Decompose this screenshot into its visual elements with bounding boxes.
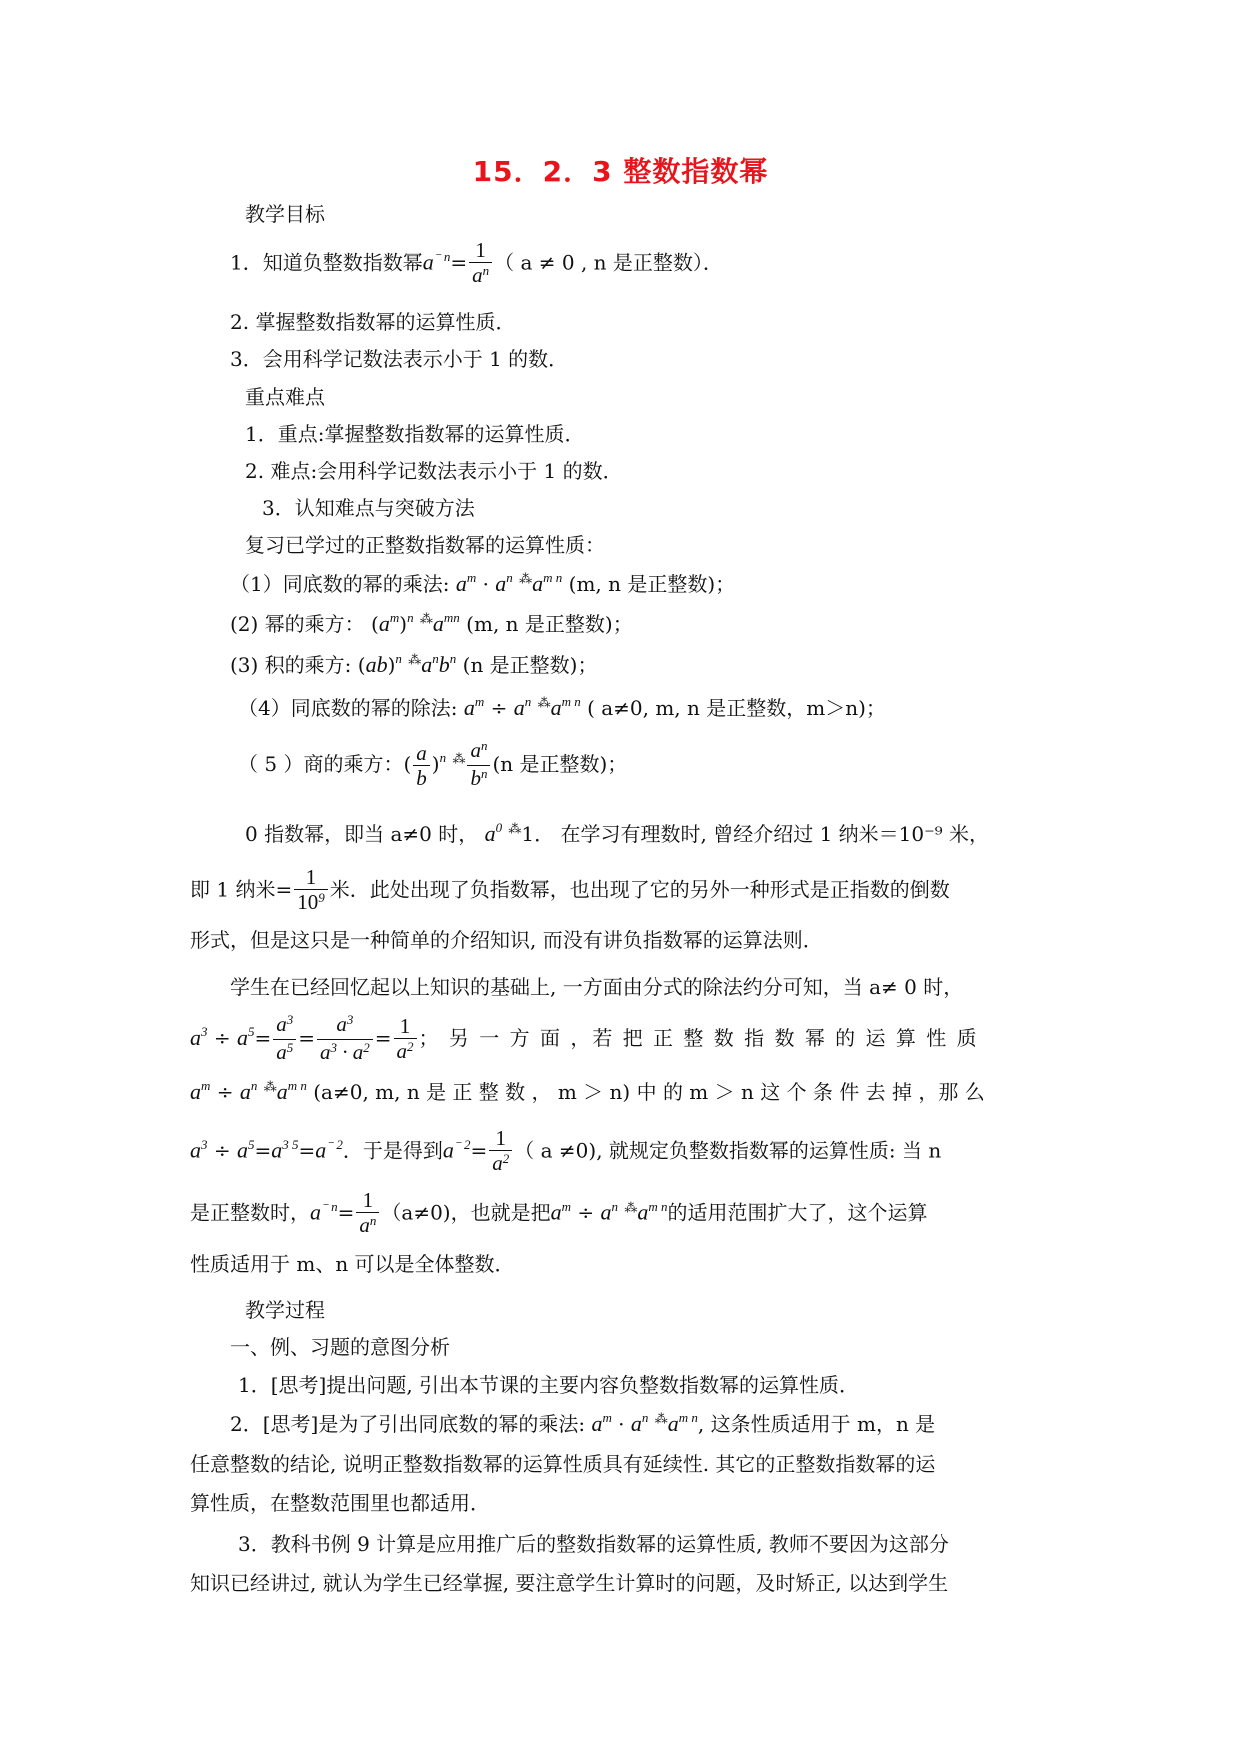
property-4: （4）同底数的幂的除法: $a^m \div a^n$ $^⁂a^{m n}$ ( a≠0, m, n 是正整数，m＞n)； [238, 694, 886, 720]
zero-exponent-text: 0 指数幂，即当 a≠0 时， [245, 822, 479, 846]
fraction-a-over-b: $\frac{a}{b}$ [413, 741, 430, 790]
section-heading-key: 重点难点 [245, 385, 325, 409]
property-2: (2) 幂的乘方： $(a^m)^n$ $^⁂a^{mn}$ (m, n 是正整数)； [230, 610, 633, 636]
form-line: 形式，但是这只是一种简单的介绍知识, 而没有讲负指数幂的运算法则． [190, 928, 823, 952]
zero-exponent-continuation: 1． 在学习有理数时, 曾经介绍过 1 纳米＝10⁻⁹ 米， [521, 822, 990, 846]
key-point-1: 1．重点:掌握整数指数幂的运算性质． [245, 422, 585, 446]
nanometer-line [190, 865, 950, 917]
property-1-condition: (m, n 是正整数)； [568, 572, 736, 596]
section-heading-goals: 教学目标 [245, 202, 325, 226]
key-point-3: 3．认知难点与突破方法 [262, 496, 475, 520]
condition-line: $a^m \div a^n$ $^⁂a^{m n}$ (a≠0, m, n 是 正 整 数 ， m ＞ n) 中 的 m ＞ n 这 个 条 件 去 掉 ，那 么 [190, 1078, 985, 1104]
fraction-one-over-a2: $\frac{1}{a^2}$ [394, 1014, 417, 1066]
nanometer-text: 即 1 纳米= [190, 877, 293, 902]
goal-3: 3．会用科学记数法表示小于 1 的数． [230, 347, 569, 371]
goal-2: 2. 掌握整数指数幂的运算性质． [230, 310, 516, 334]
property-4-condition: ( a≠0, m, n 是正整数，m＞n)； [587, 696, 886, 720]
property-3-label: (3) 积的乘方: [230, 653, 352, 677]
analysis-item-2-line-3: 算性质，在整数范围里也都适用． [190, 1491, 490, 1515]
fraction-a3-over-a3a2: $\frac{a^3}{a^3 \cdot a^2}$ [317, 1012, 373, 1067]
nanometer-continuation: 米．此处出现了负指数幂，也出现了它的另外一种形式是正指数的倒数 [329, 877, 950, 902]
fraction-a3-over-a5: $\frac{a^3}{a^5}$ [273, 1012, 296, 1067]
section-heading-process: 教学过程 [245, 1298, 325, 1322]
goal-1: 1．知道负整数指数幂$a^{^- n}=$ $\frac{1}{a^n}$ （ a ≠ 0 , n 是正整数）． [230, 238, 723, 290]
property-2-condition: (m, n 是正整数)； [466, 612, 633, 636]
zero-exponent-line: 0 指数幂，即当 a≠0 时， $a^0$ ⁂1． 在学习有理数时, 曾经介绍过 1 纳米＝10⁻⁹ 米， [245, 820, 990, 846]
rule-line-continuation: 的适用范围扩大了，这个运算 [667, 1200, 928, 1225]
analysis-heading: 一、例、习题的意图分析 [230, 1335, 450, 1359]
analysis-item-1: 1．[思考]提出问题, 引出本节课的主要内容负整数指数幂的运算性质． [238, 1373, 860, 1397]
calc-line-text: ； 另 一 方 面 ，若 把 正 整 数 指 数 幂 的 运 算 性 质 [418, 1026, 979, 1050]
goal-1-text: 1．知道负整数指数幂 [230, 250, 423, 275]
property-2-label: (2) 幂的乘方： [230, 612, 365, 636]
analysis-item-3: 3．教科书例 9 计算是应用推广后的整数指数幂的运算性质, 教师不要因为这部分 [238, 1532, 949, 1556]
property-5-condition: (n 是正整数)； [492, 752, 628, 776]
analysis-item-2-continuation: , 这条性质适用于 m，n 是 [697, 1412, 936, 1436]
rule-line-middle: （a≠0)，也就是把 [381, 1200, 551, 1225]
analysis-item-2-text: 2．[思考]是为了引出同底数的幂的乘法: [230, 1412, 586, 1436]
key-point-2: 2. 难点:会用科学记数法表示小于 1 的数． [245, 459, 623, 483]
analysis-item-2-line-2: 任意整数的结论, 说明正整数指数幂的运算性质具有延续性. 其它的正整数指数幂的运 [190, 1452, 936, 1476]
obtain-line-continuation: （ a ≠0), 就规定负整数指数幂的运算性质: 当 n [514, 1138, 942, 1163]
goal-1-condition: （ a ≠ 0 , n 是正整数）． [494, 250, 723, 275]
property-3: (3) 积的乘方: (ab)$^n$ $^⁂a^nb^n$ (n 是正整数)； [230, 651, 598, 677]
student-line: 学生在已经回忆起以上知识的基础上, 一方面由分式的除法约分可知，当 a≠ 0 时， [230, 975, 964, 999]
property-3-condition: (n 是正整数)； [462, 653, 598, 677]
fraction-one-over-an-b: $\frac{1}{a^n}$ [356, 1188, 379, 1240]
property-1: （1）同底数的幂的乘法: $a^m \cdot a^n$ $^⁂a^{m n}$ (m, n 是正整数)； [230, 570, 736, 596]
rule-line: 是正整数时，$a^{^- n}=$ $\frac{1}{a^n}$ （a≠0)，也就是把$a^m \div a^n$ $^⁂a^{m n}$的适用范围扩大了，这个运算 [190, 1188, 927, 1240]
property-4-label: （4）同底数的幂的除法: [238, 696, 458, 720]
fraction-one-over-a2-b: $\frac{1}{a^2}$ [489, 1126, 512, 1178]
fraction-one-over-ten-nine: $\frac{1}{10^9}$ [294, 865, 328, 917]
analysis-item-2: 2．[思考]是为了引出同底数的幂的乘法: $a^m \cdot a^n$ $^⁂a^{m n}$, 这条性质适用于 m，n 是 [230, 1410, 936, 1436]
property-5: （ 5 ）商的乘方：( $\frac{a}{b}$ )$^n$ ⁂ $\frac{a^n}{b^n}$ (n 是正整数)； [238, 738, 627, 793]
formula-exp: ⁻ n [433, 248, 451, 264]
review-intro: 复习已学过的正整数指数幂的运算性质： [245, 533, 605, 557]
obtain-line-text: ．于是得到 [342, 1138, 443, 1163]
obtain-line: $a^3 \div a^5=a^{3 5}=a^{^- 2}$．于是得到$a^{^- 2}=$ $\frac{1}{a^2}$ （ a ≠0), 就规定负整数指数幂的运算性质: 当 n [190, 1126, 941, 1178]
rule-line-text: 是正整数时， [190, 1200, 310, 1225]
property-1-label: （1）同底数的幂的乘法: [230, 572, 450, 596]
fraction-one-over-an: $\frac{1}{a^n}$ [469, 238, 492, 290]
property-5-label: （ 5 ）商的乘方： [238, 752, 404, 776]
analysis-item-3-line-2: 知识已经讲过, 就认为学生已经掌握, 要注意学生计算时的问题，及时矫正, 以达到学生 [190, 1571, 949, 1595]
fraction-an-over-bn: $\frac{a^n}{b^n}$ [467, 738, 490, 793]
page-title: 15．2．3 整数指数幂 [472, 155, 769, 188]
condition-line-text: (a≠0, m, n 是 正 整 数 ， m ＞ n) 中 的 m ＞ n 这 个 条 件 去 掉 ，那 么 [313, 1080, 985, 1104]
calc-line: $a^3 \div a^5=$ $\frac{a^3}{a^5}$ = $\frac{a^3}{a^3 \cdot a^2}$ = $\frac{1}{a^2}$ ； 另 一 方 面 ，若 把 正 整 数 指 数 幂 的 运 算 性 质 [190, 1012, 979, 1067]
rule-end-line: 性质适用于 m、n 可以是全体整数． [190, 1252, 515, 1276]
formula-a: a [422, 249, 434, 275]
